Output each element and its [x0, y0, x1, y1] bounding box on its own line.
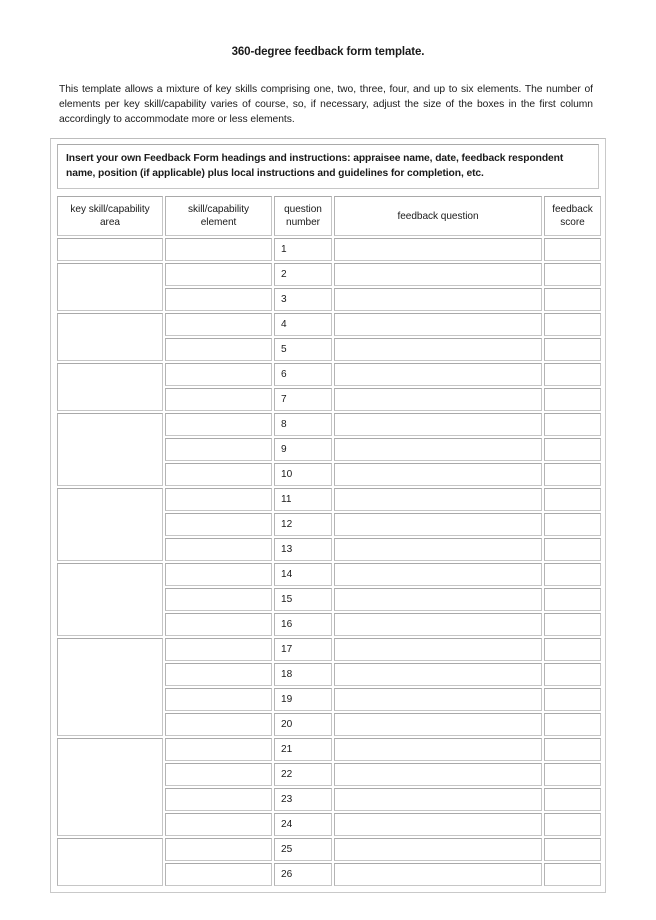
question-number-cell: 19: [274, 688, 332, 711]
feedback-score-cell[interactable]: [544, 388, 601, 411]
skill-element-cell[interactable]: [165, 263, 272, 286]
table-row: [165, 538, 601, 561]
question-number-cell: 7: [274, 388, 332, 411]
question-number-cell: 6: [274, 363, 332, 386]
feedback-question-cell[interactable]: [334, 238, 542, 261]
question-number-cell: 12: [274, 513, 332, 536]
key-skill-area-cell[interactable]: [57, 238, 163, 261]
table-row: [165, 363, 601, 386]
feedback-question-cell[interactable]: [334, 563, 542, 586]
question-number-cell: 8: [274, 413, 332, 436]
feedback-score-cell[interactable]: [544, 563, 601, 586]
question-number-cell: 16: [274, 613, 332, 636]
feedback-score-cell[interactable]: [544, 763, 601, 786]
column-header-label: feedback question: [397, 210, 479, 222]
skill-element-cell[interactable]: [165, 738, 272, 761]
intro-paragraph: This template allows a mixture of key skills comprising one, two, three, four, and up to six elements. The number of elements per key skill/capability varies of course, so, if necessary, adjust the size of the boxes in the first column accordingly to accommodate more or less elements.: [59, 84, 593, 126]
table-row: [165, 288, 601, 311]
feedback-question-cell[interactable]: [334, 663, 542, 686]
question-number-cell: 24: [274, 813, 332, 836]
column-header-label: question number: [284, 204, 322, 228]
feedback-question-cell[interactable]: [334, 713, 542, 736]
question-number-cell: 22: [274, 763, 332, 786]
table-row: [165, 263, 601, 286]
skill-element-cell[interactable]: [165, 638, 272, 661]
feedback-question-cell[interactable]: [334, 363, 542, 386]
feedback-question-cell[interactable]: [334, 488, 542, 511]
feedback-score-cell[interactable]: [544, 813, 601, 836]
table-row: [165, 588, 601, 611]
question-number-cell: 15: [274, 588, 332, 611]
feedback-score-cell[interactable]: [544, 513, 601, 536]
key-skill-area-cell[interactable]: [57, 263, 163, 311]
key-skill-area-cell[interactable]: [57, 738, 163, 836]
table-body: [57, 238, 599, 886]
table-row: [165, 338, 601, 361]
feedback-score-cell[interactable]: [544, 363, 601, 386]
skill-element-cell[interactable]: [165, 338, 272, 361]
skill-element-cell[interactable]: [165, 463, 272, 486]
feedback-score-cell[interactable]: [544, 588, 601, 611]
feedback-score-cell[interactable]: [544, 538, 601, 561]
table-row: [165, 688, 601, 711]
feedback-question-cell[interactable]: [334, 388, 542, 411]
table-row: [165, 663, 601, 686]
question-rows-column: [165, 238, 601, 886]
feedback-question-cell[interactable]: [334, 638, 542, 661]
feedback-score-cell[interactable]: [544, 713, 601, 736]
question-number-cell: 2: [274, 263, 332, 286]
table-row: [165, 863, 601, 886]
table-row: [165, 788, 601, 811]
feedback-score-cell[interactable]: [544, 688, 601, 711]
feedback-score-cell[interactable]: [544, 863, 601, 886]
feedback-score-cell[interactable]: [544, 288, 601, 311]
feedback-question-cell[interactable]: [334, 813, 542, 836]
feedback-score-cell[interactable]: [544, 488, 601, 511]
column-header-label: skill/capability element: [188, 204, 249, 228]
question-number-cell: 23: [274, 788, 332, 811]
key-skill-area-cell[interactable]: [57, 638, 163, 736]
feedback-question-cell[interactable]: [334, 438, 542, 461]
feedback-score-cell[interactable]: [544, 463, 601, 486]
table-row: [165, 713, 601, 736]
feedback-score-cell[interactable]: [544, 313, 601, 336]
column-header-label: feedback score: [552, 204, 593, 228]
feedback-question-cell[interactable]: [334, 788, 542, 811]
key-skill-area-cell[interactable]: [57, 563, 163, 636]
table-row: [165, 738, 601, 761]
feedback-question-cell[interactable]: [334, 313, 542, 336]
question-number-cell: 1: [274, 238, 332, 261]
feedback-score-cell[interactable]: [544, 788, 601, 811]
feedback-score-cell[interactable]: [544, 613, 601, 636]
column-header-feedback-score: [544, 196, 601, 236]
question-number-cell: 11: [274, 488, 332, 511]
skill-element-cell[interactable]: [165, 238, 272, 261]
feedback-question-cell[interactable]: [334, 413, 542, 436]
table-row: [165, 313, 601, 336]
question-number-cell: 17: [274, 638, 332, 661]
feedback-score-cell[interactable]: [544, 638, 601, 661]
skill-element-cell[interactable]: [165, 613, 272, 636]
skill-element-cell[interactable]: [165, 713, 272, 736]
feedback-question-cell[interactable]: [334, 613, 542, 636]
skill-element-cell[interactable]: [165, 688, 272, 711]
table-row: [165, 388, 601, 411]
skill-element-cell[interactable]: [165, 413, 272, 436]
feedback-score-cell[interactable]: [544, 838, 601, 861]
feedback-score-cell[interactable]: [544, 263, 601, 286]
question-number-cell: 26: [274, 863, 332, 886]
column-header-key-skill-area: [57, 196, 163, 236]
question-number-cell: 5: [274, 338, 332, 361]
table-header-row: [57, 196, 599, 236]
feedback-question-cell[interactable]: [334, 463, 542, 486]
question-number-cell: 25: [274, 838, 332, 861]
page-title: 360-degree feedback form template.: [231, 46, 425, 58]
instructions-banner: Insert your own Feedback Form headings and instructions: appraisee name, date, feedback respondent name, position (if applicable) plus local instructions and guidelines for completion, etc.: [57, 144, 599, 189]
skill-element-cell[interactable]: [165, 313, 272, 336]
table-row: [165, 838, 601, 861]
table-row: [165, 413, 601, 436]
table-row: [165, 763, 601, 786]
feedback-question-cell[interactable]: [334, 688, 542, 711]
question-number-cell: 10: [274, 463, 332, 486]
feedback-score-cell[interactable]: [544, 738, 601, 761]
question-number-cell: 20: [274, 713, 332, 736]
feedback-score-cell[interactable]: [544, 663, 601, 686]
key-skill-area-cell[interactable]: [57, 838, 163, 886]
column-header-label: key skill/capability area: [70, 204, 150, 228]
table-row: [165, 513, 601, 536]
table-row: [165, 613, 601, 636]
skill-element-cell[interactable]: [165, 363, 272, 386]
feedback-question-cell[interactable]: [334, 263, 542, 286]
table-row: [165, 813, 601, 836]
feedback-score-cell[interactable]: [544, 413, 601, 436]
feedback-score-cell[interactable]: [544, 238, 601, 261]
skill-element-cell[interactable]: [165, 513, 272, 536]
key-skill-area-cell[interactable]: [57, 413, 163, 486]
skill-element-cell[interactable]: [165, 788, 272, 811]
question-number-cell: 9: [274, 438, 332, 461]
feedback-question-cell[interactable]: [334, 538, 542, 561]
skill-element-cell[interactable]: [165, 288, 272, 311]
table-row: [165, 463, 601, 486]
feedback-question-cell[interactable]: [334, 513, 542, 536]
feedback-question-cell[interactable]: [334, 763, 542, 786]
feedback-question-cell[interactable]: [334, 738, 542, 761]
skill-element-cell[interactable]: [165, 488, 272, 511]
question-number-cell: 3: [274, 288, 332, 311]
feedback-score-cell[interactable]: [544, 338, 601, 361]
question-number-cell: 18: [274, 663, 332, 686]
skill-element-cell[interactable]: [165, 863, 272, 886]
question-number-cell: 13: [274, 538, 332, 561]
key-skill-area-cell[interactable]: [57, 488, 163, 561]
question-number-cell: 4: [274, 313, 332, 336]
key-skill-area-cell[interactable]: [57, 363, 163, 411]
key-skill-area-cell[interactable]: [57, 313, 163, 361]
skill-element-cell[interactable]: [165, 663, 272, 686]
column-header-feedback-question: [334, 196, 542, 236]
feedback-question-cell[interactable]: [334, 288, 542, 311]
feedback-score-cell[interactable]: [544, 438, 601, 461]
table-row: [165, 438, 601, 461]
table-row: [165, 563, 601, 586]
skill-element-cell[interactable]: [165, 563, 272, 586]
table-row: [165, 488, 601, 511]
skill-element-cell[interactable]: [165, 588, 272, 611]
column-header-skill-element: [165, 196, 272, 236]
table-row: [165, 238, 601, 261]
question-number-cell: 14: [274, 563, 332, 586]
skill-element-cell[interactable]: [165, 838, 272, 861]
feedback-form-table: [50, 138, 606, 893]
skill-element-cell[interactable]: [165, 763, 272, 786]
question-number-cell: 21: [274, 738, 332, 761]
column-header-question-number: [274, 196, 332, 236]
skill-element-cell[interactable]: [165, 438, 272, 461]
feedback-question-cell[interactable]: [334, 863, 542, 886]
table-row: [165, 638, 601, 661]
skill-element-cell[interactable]: [165, 388, 272, 411]
feedback-question-cell[interactable]: [334, 588, 542, 611]
feedback-question-cell[interactable]: [334, 338, 542, 361]
skill-element-cell[interactable]: [165, 538, 272, 561]
key-skill-area-column: [57, 238, 163, 886]
feedback-question-cell[interactable]: [334, 838, 542, 861]
skill-element-cell[interactable]: [165, 813, 272, 836]
